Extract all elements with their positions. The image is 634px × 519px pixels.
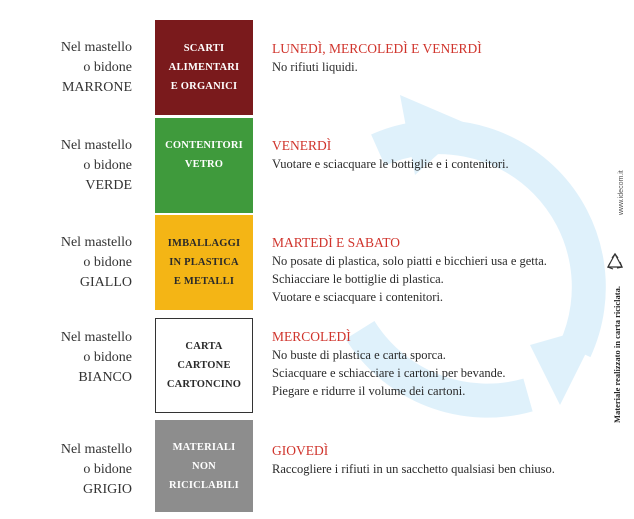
category-box-plastic-metal: IMBALLAGGI IN PLASTICA E METALLI: [155, 215, 253, 310]
collection-days: MERCOLEDÌ: [272, 329, 351, 344]
side-url: www.idecom.it: [618, 170, 625, 215]
collection-info: [272, 328, 602, 400]
collection-days: LUNEDÌ, MERCOLEDÌ E VENERDÌ: [272, 41, 482, 56]
collection-note: No posate di plastica, solo piatti e bicchieri usa e getta.: [272, 254, 547, 268]
collection-info: [272, 442, 602, 478]
bin-label: Nel mastello o bidone VERDE: [60, 138, 132, 193]
bin-label: Nel mastello o bidone GRIGIO: [60, 442, 132, 497]
collection-days: VENERDÌ: [272, 138, 332, 153]
category-box-organic: SCARTI ALIMENTARI E ORGANICI: [155, 20, 253, 115]
category-box-glass: CONTENITORI VETRO: [155, 118, 253, 213]
collection-info: [272, 40, 602, 76]
bin-label: Nel mastello o bidone MARRONE: [60, 40, 132, 95]
recycle-icon: [605, 252, 625, 272]
collection-info: [272, 137, 602, 173]
collection-note: Raccogliere i rifiuti in un sacchetto qualsiasi ben chiuso.: [272, 462, 555, 476]
bin-label: Nel mastello o bidone BIANCO: [60, 330, 132, 385]
collection-info: [272, 234, 602, 306]
collection-note: Vuotare e sciacquare i contenitori.: [272, 290, 444, 304]
collection-days: GIOVEDÌ: [272, 443, 329, 458]
collection-note: Piegare e ridurre il volume dei cartoni.: [272, 384, 466, 398]
collection-days: MARTEDÌ E SABATO: [272, 235, 400, 250]
collection-note: No rifiuti liquidi.: [272, 60, 358, 74]
category-box-paper: CARTA CARTONE CARTONCINO: [155, 318, 253, 413]
category-box-non-recyclable: MATERIALI NON RICICLABILI: [155, 420, 253, 512]
collection-note: Schiacciare le bottiglie di plastica.: [272, 272, 444, 286]
collection-note: Vuotare e sciacquare le bottiglie e i contenitori.: [272, 157, 509, 171]
recycled-paper-note: Materiale realizzato in carta riciclata.: [612, 286, 622, 423]
collection-note: Sciacquare e schiacciare i cartoni per bevande.: [272, 366, 506, 380]
bin-label: Nel mastello o bidone GIALLO: [60, 235, 132, 290]
collection-note: No buste di plastica e carta sporca.: [272, 348, 446, 362]
